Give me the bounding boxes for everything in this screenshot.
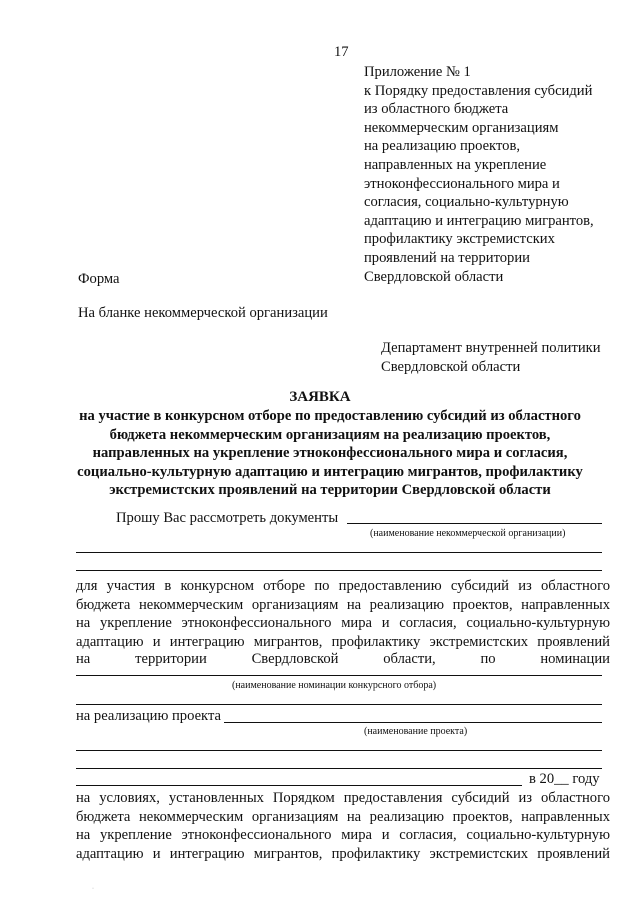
addressee-line: Свердловской области — [381, 358, 521, 375]
word: области, — [383, 651, 436, 667]
project-name-field-line3[interactable] — [76, 768, 602, 769]
page-number: 17 — [334, 44, 349, 60]
word: по — [480, 651, 496, 667]
subtitle-line: экстремистских проявлений на территории Свердловской области — [109, 482, 551, 499]
request-lead: Прошу Вас рассмотреть документы — [116, 510, 339, 526]
project-name-field-line4[interactable] — [76, 785, 522, 786]
appendix-line: профилактику экстремистских — [364, 231, 555, 248]
addressee — [381, 339, 601, 376]
subtitle-line: бюджета некоммерческим организациям на реализацию проектов, — [109, 426, 551, 443]
paragraph-line: для участия в конкурсном отборе по предоставлению субсидий из областного — [76, 578, 610, 594]
paragraph-line: на условиях, установленных Порядком предоставления субсидий из областного — [76, 790, 610, 806]
appendix-line: направленных на укрепление — [364, 156, 547, 173]
paragraph-line: адаптацию и интеграцию мигрантов, профилактику экстремистских проявлений — [76, 633, 610, 650]
project-label: на реализацию проекта — [76, 708, 221, 724]
paragraph-1-last-line — [76, 651, 610, 668]
nomination-field-line2[interactable] — [76, 704, 602, 705]
appendix-line: некоммерческим организациям — [364, 119, 559, 136]
nomination-caption: (наименование номинации конкурсного отбора) — [232, 680, 437, 691]
appendix-line: проявлений на территории — [364, 249, 530, 266]
year-text: в 20__ году — [529, 771, 600, 787]
appendix-line: Приложение № 1 — [364, 64, 471, 80]
paragraph-1 — [76, 577, 610, 651]
org-name-field[interactable] — [347, 523, 602, 524]
project-name-field[interactable] — [224, 722, 602, 723]
form-label: Форма — [78, 271, 120, 287]
letterhead-note: На бланке некоммерческой организации — [78, 305, 328, 321]
word: Свердловской — [251, 651, 339, 667]
appendix-line: адаптацию и интеграцию мигрантов, — [364, 212, 594, 229]
subtitle-line: социально-культурную адаптацию и интеграцию мигрантов, профилактику — [77, 463, 583, 480]
appendix-header — [364, 63, 594, 286]
addressee-line: Департамент внутренней политики — [381, 340, 601, 356]
document-subtitle — [60, 407, 600, 500]
document-title: ЗАЯВКА — [289, 389, 351, 405]
appendix-line: на реализацию проектов, — [364, 138, 520, 155]
org-name-caption: (наименование некоммерческой организации) — [370, 528, 566, 539]
paragraph-line: адаптацию и интеграцию мигрантов, профилактику экстремистских проявлений — [76, 845, 610, 862]
appendix-line: из областного бюджета — [364, 101, 509, 118]
appendix-line: согласия, социально-культурную — [364, 194, 569, 211]
paragraph-line: на укрепление этноконфессионального мира и согласия, социально-культурную — [76, 615, 610, 632]
paragraph-line: на укрепление этноконфессионального мира и согласия, социально-культурную — [76, 827, 610, 844]
subtitle-line: на участие в конкурсном отборе по предоставлению субсидий из областного — [79, 408, 581, 424]
org-name-field-line3[interactable] — [76, 570, 602, 571]
nomination-field[interactable] — [76, 675, 602, 676]
project-caption: (наименование проекта) — [364, 726, 468, 737]
word: территории — [135, 651, 207, 667]
word: на — [76, 651, 91, 667]
appendix-line: к Порядку предоставления субсидий — [364, 82, 593, 99]
paragraph-2 — [76, 789, 610, 863]
org-name-field-line2[interactable] — [76, 552, 602, 553]
paragraph-line: бюджета некоммерческим организациям на реализацию проектов, направленных — [76, 596, 610, 613]
scan-artifact: · — [92, 886, 94, 892]
project-name-field-line2[interactable] — [76, 750, 602, 751]
paragraph-line: бюджета некоммерческим организациям на реализацию проектов, направленных — [76, 808, 610, 825]
subtitle-line: направленных на укрепление этноконфессионального мира и согласия, — [92, 445, 568, 462]
word: номинации — [540, 651, 610, 667]
appendix-line: этноконфессионального мира и — [364, 175, 560, 192]
appendix-line: Свердловской области — [364, 268, 504, 285]
